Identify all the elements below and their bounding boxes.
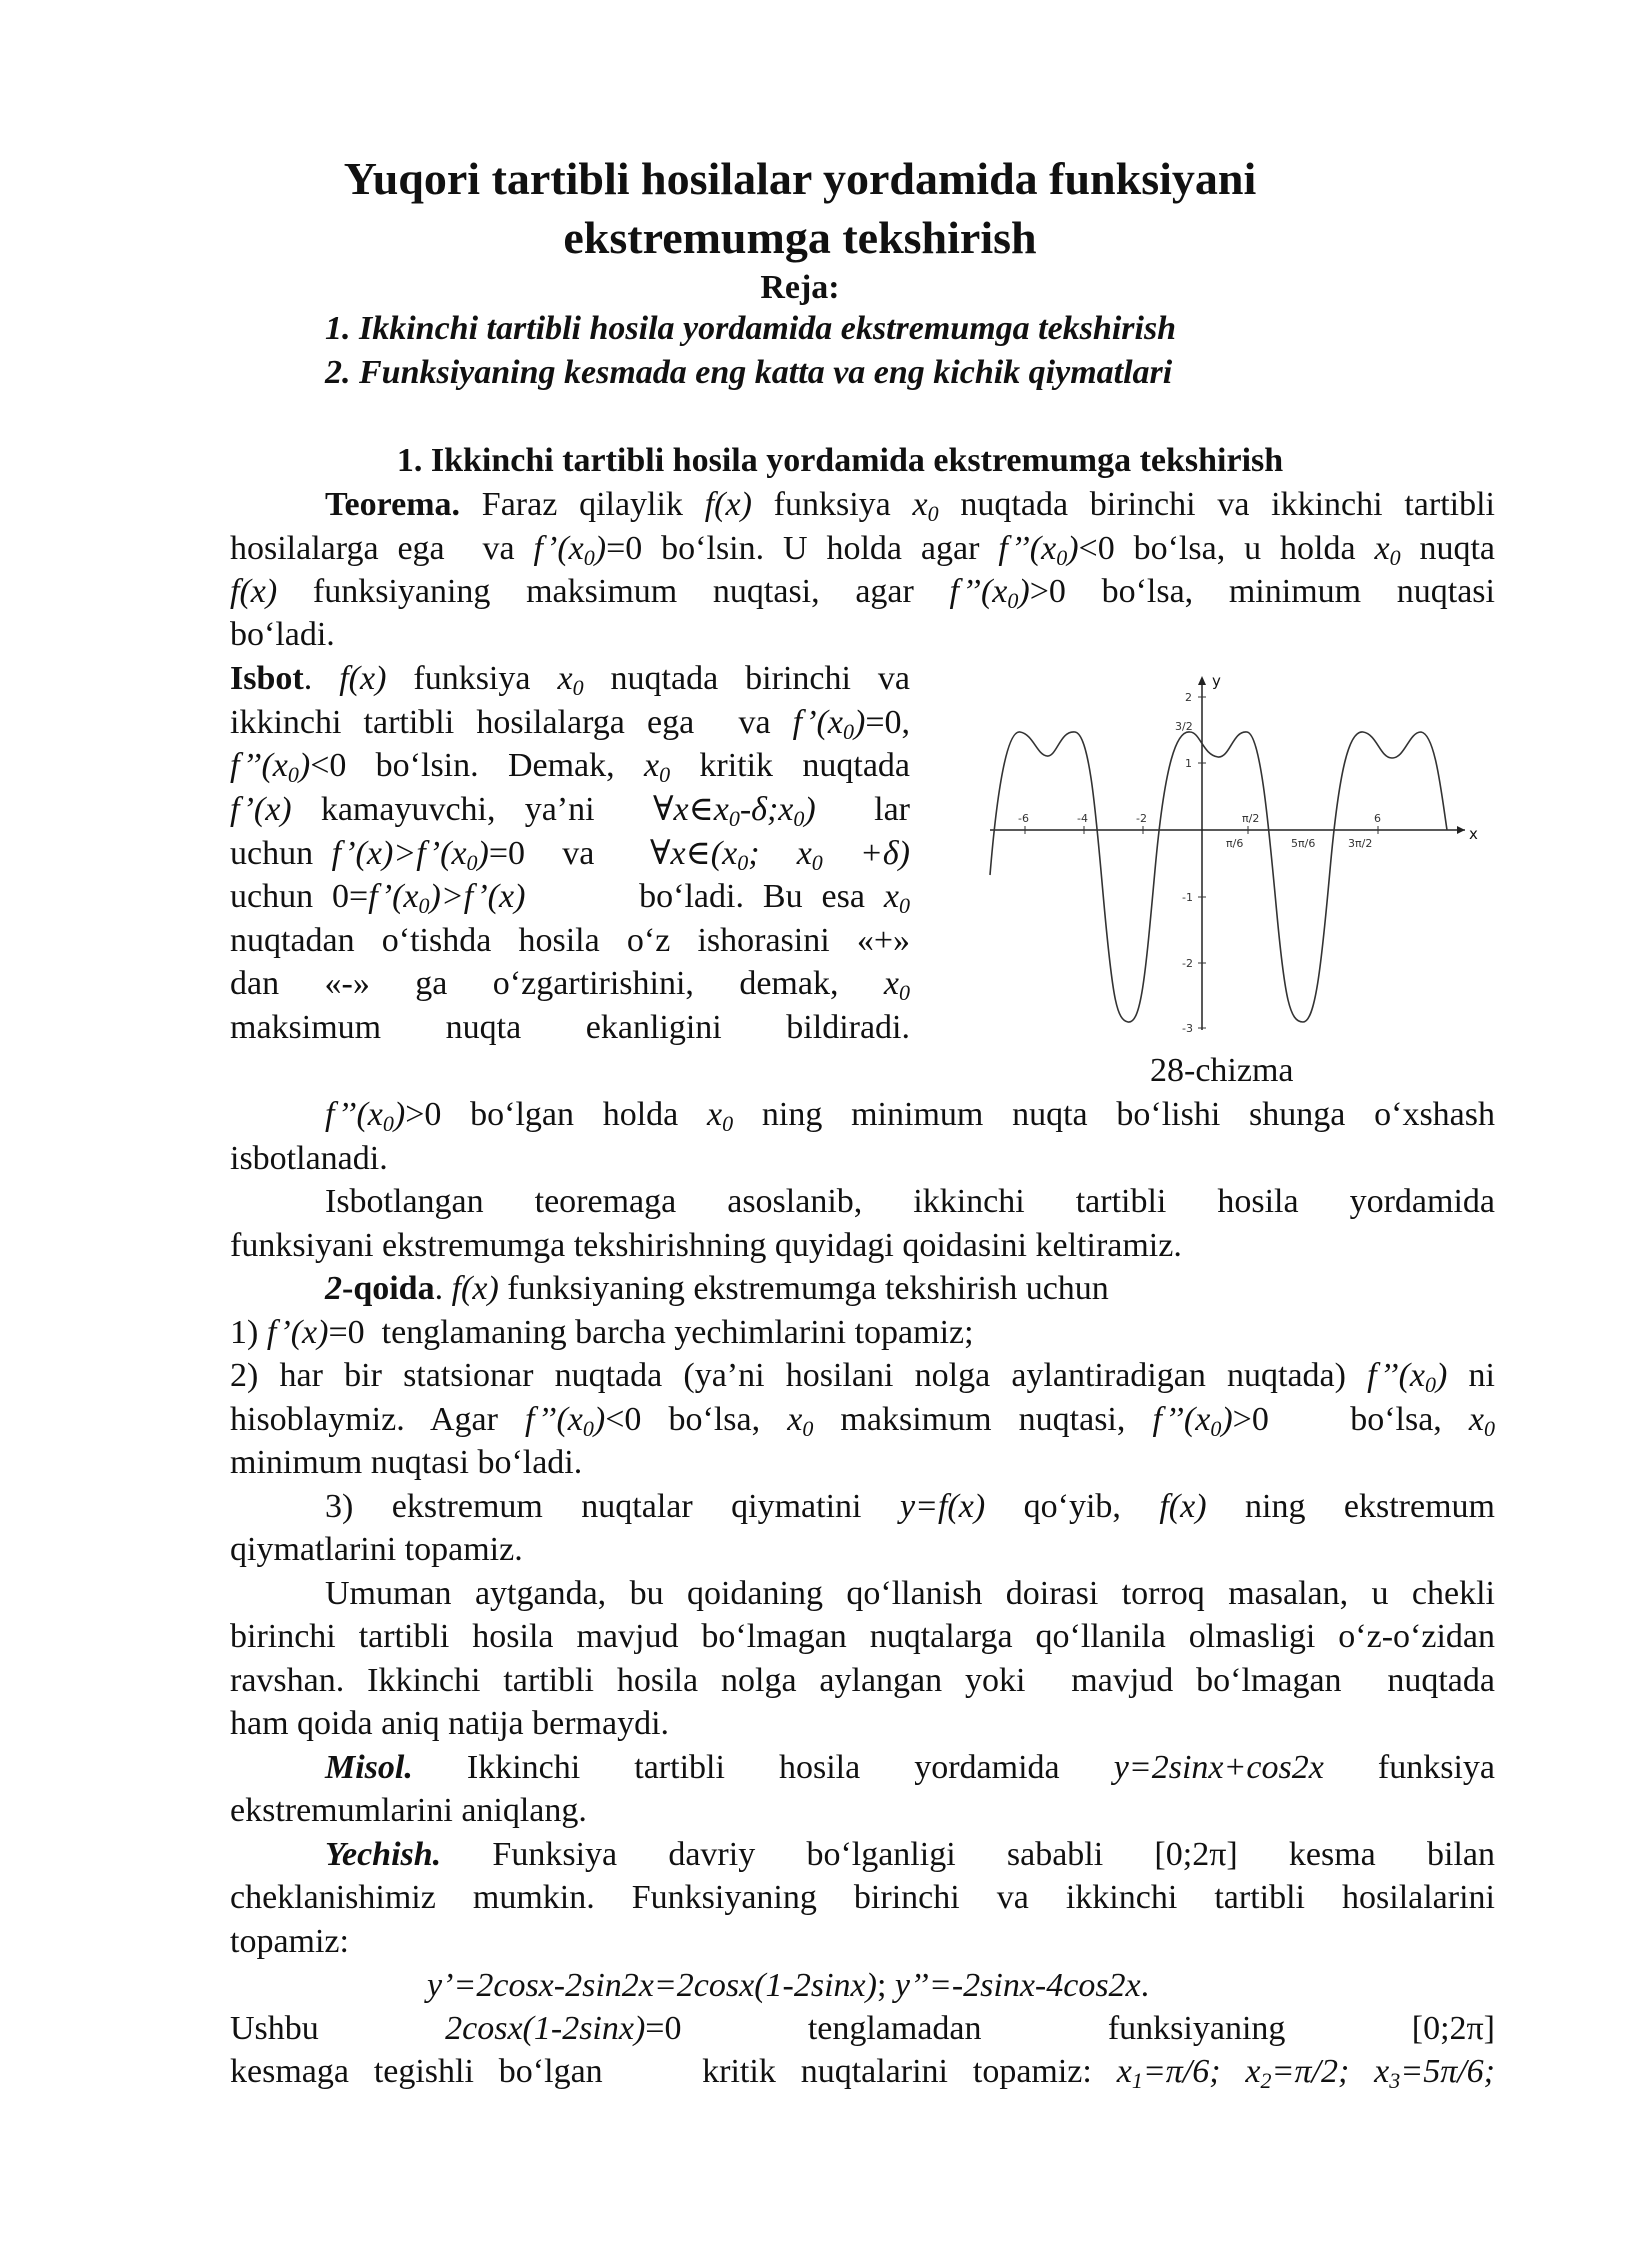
rule-step-3-line-2: qiymatlarini topamiz. xyxy=(230,1531,523,1568)
proof-line-5: uchun $f’(x)>f’(x_0)=0$ va $\forall x\in(x_0$; $x_0 +\delta$) xyxy=(230,835,910,875)
proof-line-2: ikkinchi tartibli hosilalarga ega va $f’(x_0)=0$, xyxy=(230,704,910,744)
example-line-2: ekstremumlarini aniqlang. xyxy=(230,1792,587,1829)
function-curve xyxy=(990,732,1447,1022)
y-tick-label: 1 xyxy=(1185,757,1192,770)
rule-step-1: 1) f’(x)=0 tenglamaning barcha yechimlarini topamiz; xyxy=(230,1314,974,1351)
body-line-2: isbotlanadi. xyxy=(230,1140,388,1177)
section-1-heading: 1. Ikkinchi tartibli hosila yordamida ekstremumga tekshirish xyxy=(396,442,1284,479)
y-tick-label: -3 xyxy=(1182,1022,1193,1035)
theorem-line-2: hosilalarga ega va $f’(x_0)=0$ bo‘lsin. U holda agar $f’’(x_0)<0$ bo‘lsa, u holda $x_0$ nuqta xyxy=(230,530,1496,570)
y-axis-name: y xyxy=(1212,672,1221,690)
solution-line-4: Ushbu 2cosx(1-2sinx)=0 tenglamadan funksiyaning [0;2π] xyxy=(230,2010,1495,2047)
rule-step-2-line-3: minimum nuqtasi bo‘ladi. xyxy=(230,1444,583,1481)
document-title-line-2: ekstremumga tekshirish xyxy=(563,212,1037,263)
rule-step-2-line-2: hisoblaymiz. Agar $f’’(x_0)<0$ bo‘lsa, $x_0$ maksimum nuqtasi, $f’’(x_0)>0$ bo‘lsa, $x_0$ xyxy=(230,1401,1495,1441)
note-line-2: birinchi tartibli hosila mavjud bo‘lmagan nuqtalarga qo‘llanila olmasligi o‘z-o‘zidan xyxy=(230,1618,1495,1655)
rule-step-3-line-1: 3) ekstremum nuqtalar qiymatini y=f(x) qo‘yib, f(x) ning ekstremum xyxy=(325,1488,1495,1525)
y-tick-label: 2 xyxy=(1185,691,1192,704)
proof-line-9: maksimum nuqta ekanligini bildiradi. xyxy=(230,1009,910,1046)
body-line-1: $f’’(x_0)>0$ bo‘lgan holda $x_0$ ning minimum nuqta bo‘lishi shunga o‘xshash xyxy=(325,1096,1495,1136)
note-line-4: ham qoida aniq natija bermaydi. xyxy=(230,1705,670,1742)
x-tick-label-below: 5π/6 xyxy=(1291,837,1316,850)
proof-line-1: Isbot. f(x) funksiya $x_0$ nuqtada birinchi va xyxy=(230,660,911,700)
document-title-line-1: Yuqori tartibli hosilalar yordamida funksiyani xyxy=(343,153,1257,204)
body-line-3: Isbotlangan teoremaga asoslanib, ikkinchi tartibli hosila yordamida xyxy=(325,1183,1495,1220)
body-line-4: funksiyani ekstremumga tekshirishning quyidagi qoidasini keltiramiz. xyxy=(230,1227,1182,1264)
y-tick-label: -2 xyxy=(1182,957,1193,970)
derivatives-formula: y’=2cosx-2sin2x=2cosx(1-2sinx); y’’=-2sinx-4cos2x. xyxy=(427,1967,1150,2004)
example-line-1: Misol. Ikkinchi tartibli hosila yordamida y=2sinx+cos2x funksiya xyxy=(325,1749,1496,1786)
x-axis-arrow xyxy=(1457,826,1465,834)
proof-line-7: nuqtadan o‘tishda hosila o‘z ishorasini «+» xyxy=(230,922,910,959)
note-line-3: ravshan. Ikkinchi tartibli hosila nolga aylangan yoki mavjud bo‘lmagan nuqtada xyxy=(230,1662,1495,1699)
rule-step-2-line-1: 2) har bir statsionar nuqtada (ya’ni hosilani nolga aylantiradigan nuqtada) $f’’(x_0)$ ni xyxy=(230,1357,1495,1397)
proof-line-8: dan «-» ga o‘zgartirishini, demak, $x_0$ xyxy=(230,965,910,1005)
function-graph-figure xyxy=(985,670,1478,1040)
note-line-1: Umuman aytganda, bu qoidaning qo‘llanish doirasi torroq masalan, u chekli xyxy=(325,1575,1495,1612)
x-tick-label: -4 xyxy=(1077,812,1088,825)
solution-line-1: Yechish. Funksiya davriy bo‘lganligi sababli [0;2π] kesma bilan xyxy=(325,1836,1495,1873)
y-tick-label: -1 xyxy=(1182,891,1193,904)
figure-caption: 28-chizma xyxy=(1150,1052,1294,1089)
x-axis-name: x xyxy=(1469,825,1478,843)
proof-line-4: f’(x) kamayuvchi, ya’ni $\forall x\in x_0-\delta;x_0$) lar xyxy=(230,791,911,831)
x-tick-label-below: 3π/2 xyxy=(1348,837,1373,850)
theorem-line-1: Teorema. Faraz qilaylik f(x) funksiya $x_0$ nuqtada birinchi va ikkinchi tartibli xyxy=(325,486,1496,526)
x-tick-label-below: π/6 xyxy=(1226,837,1244,850)
x-tick-label: -2 xyxy=(1136,812,1147,825)
y-tick-label: 3/2 xyxy=(1175,720,1193,733)
solution-line-2: cheklanishimiz mumkin. Funksiyaning birinchi va ikkinchi tartibli hosilalarini xyxy=(230,1879,1495,1916)
proof-line-6: uchun $0=f’(x_0)>f’(x)$ bo‘ladi. Bu esa $x_0$ xyxy=(230,878,910,918)
x-tick-label: π/2 xyxy=(1242,812,1260,825)
rule-2-heading: 2-qoida. f(x) funksiyaning ekstremumga tekshirish uchun xyxy=(325,1270,1109,1307)
theorem-line-3: f(x) funksiyaning maksimum nuqtasi, agar $f’’(x_0)>0$ bo‘lsa, minimum nuqtasi xyxy=(230,573,1495,613)
x-tick-label: 6 xyxy=(1374,812,1381,825)
solution-line-3: topamiz: xyxy=(230,1923,349,1960)
y-axis-arrow xyxy=(1198,676,1206,685)
plan-heading: Reja: xyxy=(760,269,840,306)
proof-line-3: $f’’(x_0)<0$ bo‘lsin. Demak, $x_0$ kritik nuqtada xyxy=(230,747,910,787)
plan-item-2: 2. Funksiyaning kesmada eng katta va eng kichik qiymatlari xyxy=(325,354,1173,391)
plan-item-1: 1. Ikkinchi tartibli hosila yordamida ekstremumga tekshirish xyxy=(325,310,1177,347)
x-tick-label: -6 xyxy=(1018,812,1029,825)
theorem-line-4: bo‘ladi. xyxy=(230,616,335,653)
solution-line-5: kesmaga tegishli bo‘lgan kritik nuqtalarini topamiz: $x_1=\pi/6$; $x_2=\pi/2$; $x_3=5\pi/6$; xyxy=(230,2053,1495,2093)
